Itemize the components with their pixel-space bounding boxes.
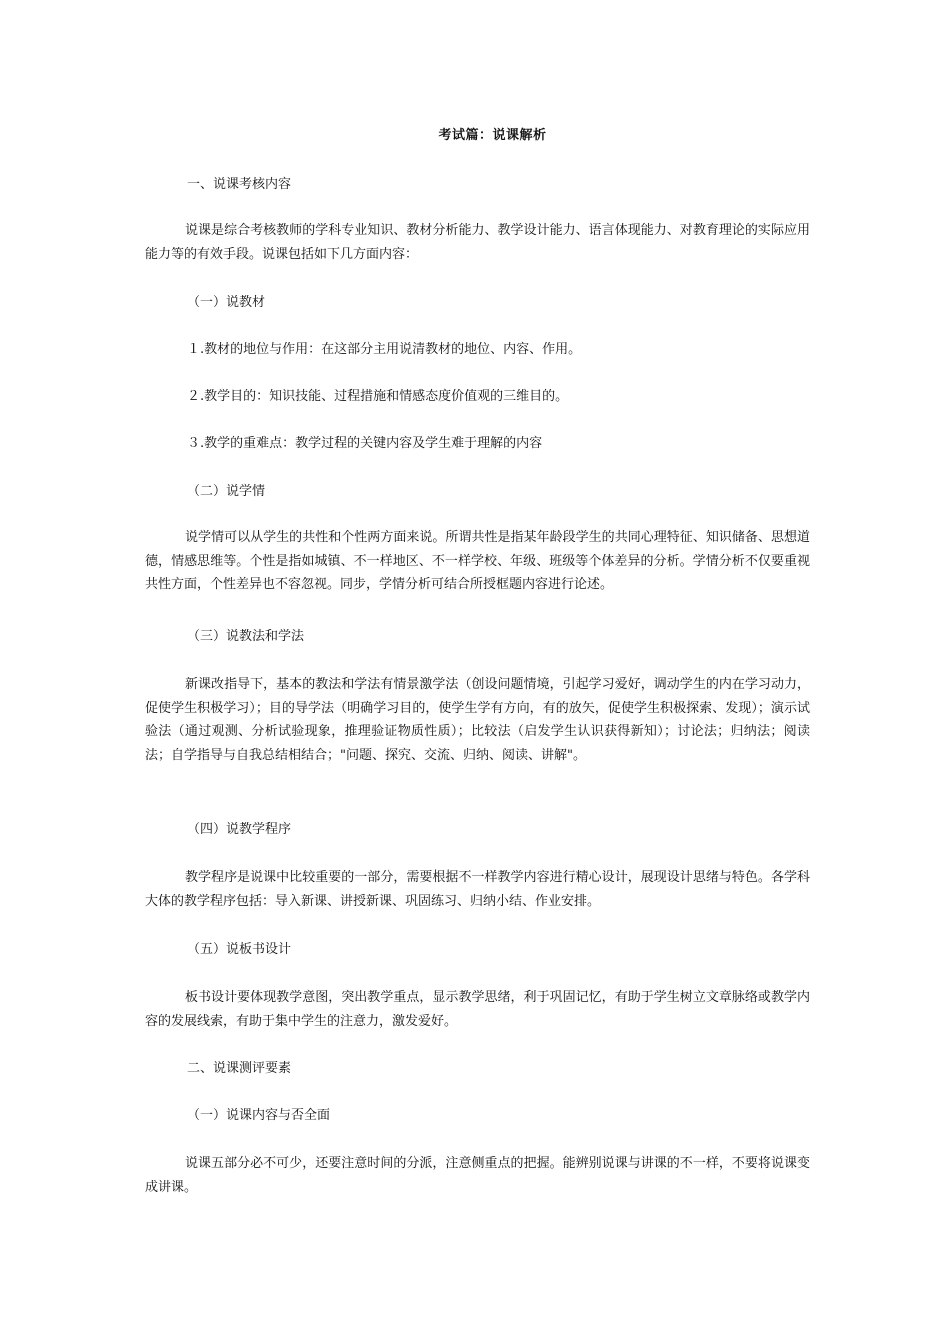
subsection-heading-board: （五）说板书设计	[187, 942, 292, 957]
subsection-heading-procedure: （四）说教学程序	[187, 822, 292, 837]
subsection-heading-textbook: （一）说教材	[187, 295, 266, 310]
subsection-heading-completeness: （一）说课内容与否全面	[187, 1108, 331, 1123]
paragraph-students: 说学情可以从学生的共性和个性两方面来说。所谓共性是指某年龄段学生的共同心理特征、知识储备、思想道德，情感思维等。个性是指如城镇、不一样地区、不一样学校、年级、班级等个体差异的分析。学情分析不仅要重视共性方面，个性差异也不容忽视。同步，学情分析可结合所授框题内容进行论述。	[145, 530, 810, 592]
paragraph-procedure: 教学程序是说课中比较重要的一部分，需要根据不一样教学内容进行精心设计，展现设计思绪与特色。各学科大体的教学程序包括：导入新课、讲授新课、巩固练习、归纳小结、作业安排。	[145, 870, 810, 909]
paragraph-board: 板书设计要体现教学意图，突出教学重点，显示教学思绪，利于巩固记忆，有助于学生树立文章脉络或教学内容的发展线索，有助于集中学生的注意力，激发爱好。	[145, 990, 810, 1029]
paragraph-methods: 新课改指导下，基本的教法和学法有情景激学法（创设问题情境，引起学习爱好，调动学生的内在学习动力，促使学生积极学习）；目的导学法（明确学习目的，使学生学有方向，有的放矢，促使学生积极探索、发现）；演示试验法（通过观测、分析试验现象，推理验证物质性质）；比较法（启发学生认识获得新知）；讨论法；归纳法；阅读法；自学指导与自我总结相结合；"问题、探究、交流、归纳、阅读、讲解"。	[145, 677, 810, 763]
list-item-textbook-3: ３.教学的重难点：教学过程的关键内容及学生难于理解的内容	[187, 436, 543, 451]
section-heading-1: 一、说课考核内容	[187, 177, 292, 192]
subsection-heading-methods: （三）说教法和学法	[187, 629, 305, 644]
document-title: 考试篇：说课解析	[438, 128, 547, 143]
subsection-heading-students: （二）说学情	[187, 484, 266, 499]
paragraph-intro: 说课是综合考核教师的学科专业知识、教材分析能力、教学设计能力、语言体现能力、对教育理论的实际应用能力等的有效手段。说课包括如下几方面内容：	[145, 223, 810, 262]
list-item-textbook-1: １.教材的地位与作用：在这部分主用说清教材的地位、内容、作用。	[187, 342, 582, 357]
section-heading-2: 二、说课测评要素	[187, 1061, 292, 1076]
paragraph-completeness: 说课五部分必不可少，还要注意时间的分派，注意侧重点的把握。能辨别说课与讲课的不一样，不要将说课变成讲课。	[145, 1156, 810, 1195]
list-item-textbook-2: ２.教学目的：知识技能、过程措施和情感态度价值观的三维目的。	[187, 389, 569, 404]
